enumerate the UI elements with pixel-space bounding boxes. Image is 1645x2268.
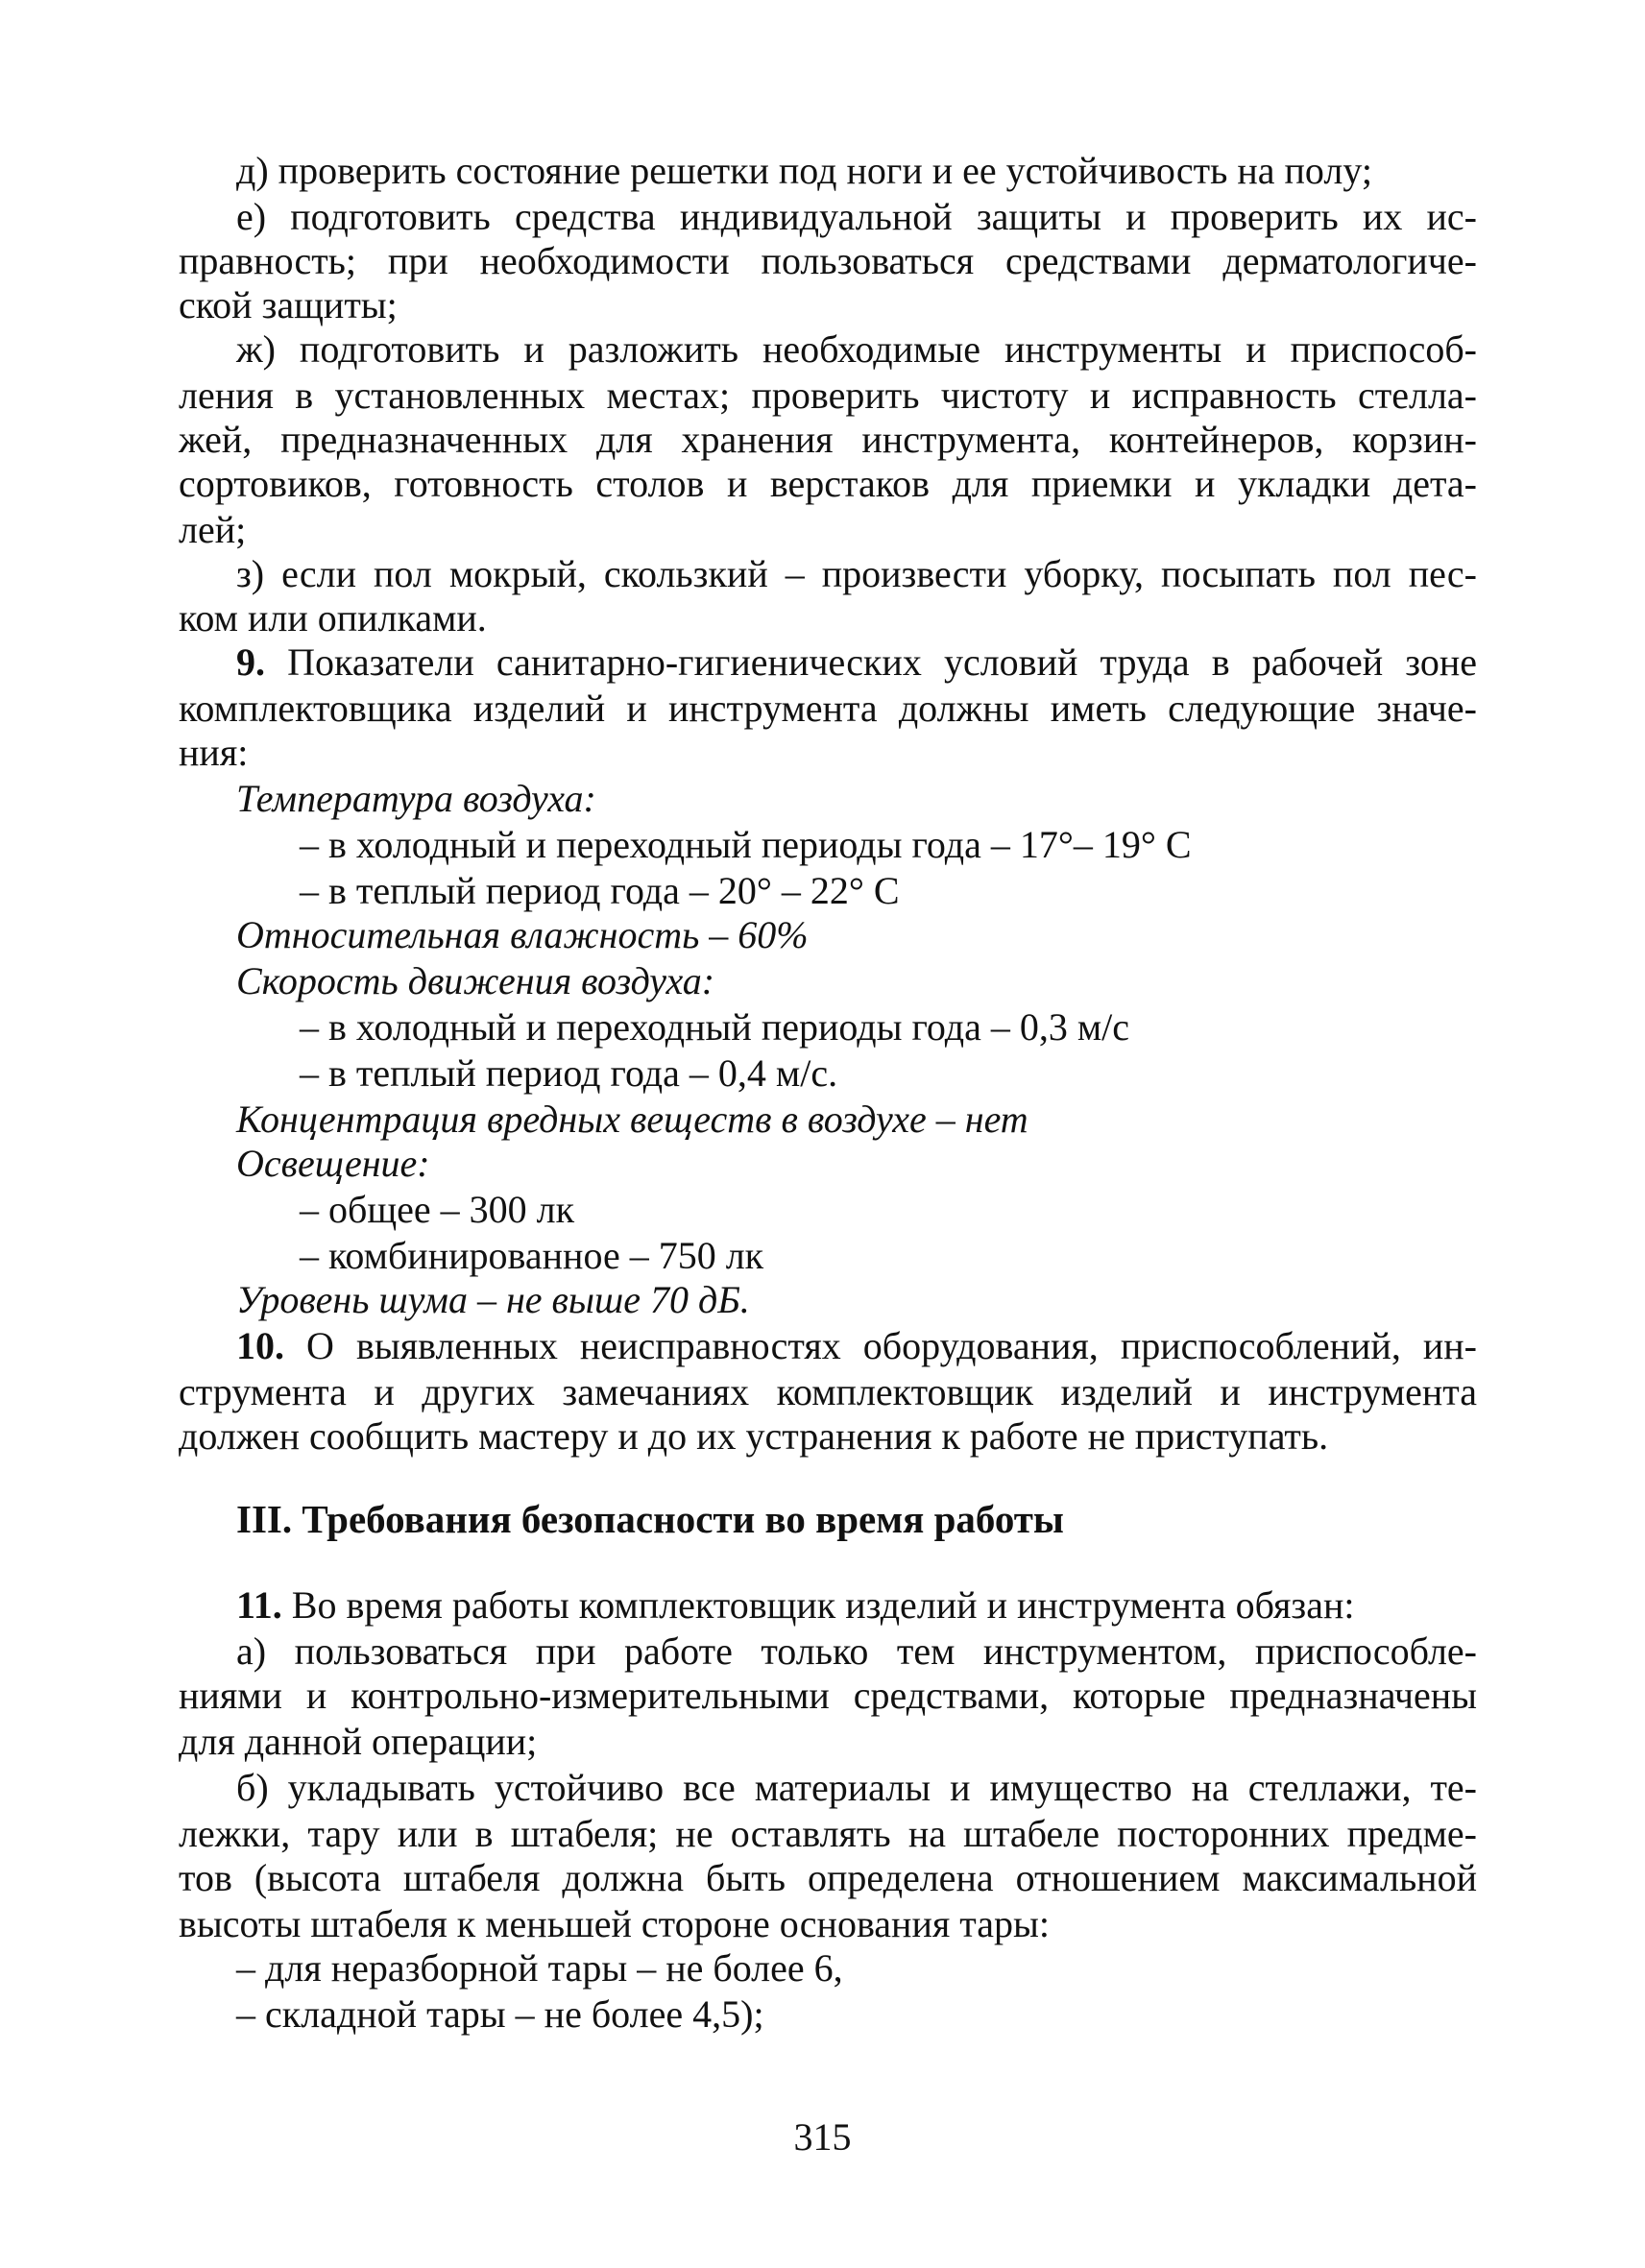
text-run: О выявленных неисправностях оборудования, приспособлений, ин- (284, 1324, 1477, 1367)
text-line: комплектовщика изделий и инструмента должны иметь следующие значе- (179, 687, 1477, 730)
section-heading: III. Требования безопасности во время работы (236, 1497, 1064, 1541)
text-line: е) подготовить средства индивидуальной защиты и проверить их ис- (236, 195, 1477, 238)
text-line: б) укладывать устойчиво все материалы и имущество на стеллажи, те- (236, 1766, 1477, 1809)
text-run: Во время работы комплектовщик изделий и инструмента обязан: (281, 1583, 1355, 1627)
text-line: сортовиков, готовность столов и верстаков для приемки и укладки дета- (179, 462, 1477, 505)
section-label: Концентрация вредных веществ в воздухе – нет (236, 1098, 1028, 1141)
item-number: 11. (236, 1583, 282, 1627)
section-label: Относительная влажность – 60% (236, 913, 809, 956)
text-line: д) проверить состояние решетки под ноги и ее устойчивость на полу; (236, 149, 1372, 192)
list-item: – в холодный и переходный периоды года – 0,3 м/с (300, 1005, 1130, 1049)
list-item: – общее – 300 лк (300, 1188, 575, 1231)
text-line: для данной операции; (179, 1720, 538, 1763)
text-line: должен сообщить мастеру и до их устранения к работе не приступать. (179, 1414, 1329, 1458)
list-item: – комбинированное – 750 лк (300, 1234, 764, 1277)
text-line: ской защиты; (179, 283, 398, 326)
text-line: лей; (179, 508, 247, 551)
text-line: ниями и контрольно-измерительными средствами, которые предназначены (179, 1674, 1477, 1717)
list-item: – в теплый период года – 0,4 м/с. (300, 1051, 838, 1095)
text-line: правность; при необходимости пользоваться средствами дерматологиче- (179, 239, 1477, 282)
item-number: 10. (236, 1324, 284, 1367)
text-line: з) если пол мокрый, скользкий – произвести уборку, посыпать пол пес- (236, 552, 1477, 595)
section-label: Освещение: (236, 1142, 430, 1185)
list-item: – для неразборной тары – не более 6, (236, 1946, 843, 1990)
text-line: ния: (179, 731, 249, 774)
paragraph-9-first-line (236, 641, 1477, 684)
text-line: ж) подготовить и разложить необходимые инструменты и приспособ- (236, 327, 1477, 371)
text-line: а) пользоваться при работе только тем инструментом, приспособле- (236, 1629, 1477, 1673)
list-item: – в холодный и переходный периоды года – 17°– 19° С (300, 823, 1192, 866)
text-run: Показатели санитарно-гигиенических условий труда в рабочей зоне (265, 640, 1477, 684)
section-label: Уровень шума – не выше 70 дБ. (236, 1278, 750, 1321)
text-line: высоты штабеля к меньшей стороне основания тары: (179, 1902, 1050, 1945)
text-line: жей, предназначенных для хранения инструмента, контейнеров, корзин- (179, 418, 1477, 461)
text-line: струмента и других замечаниях комплектовщик изделий и инструмента (179, 1370, 1477, 1413)
page-number: 315 (793, 2115, 852, 2159)
text-line: ления в установленных местах; проверить чистоту и исправность стелла- (179, 374, 1477, 417)
item-number: 9. (236, 640, 265, 684)
text-line: тов (высота штабеля должна быть определена отношением максимальной (179, 1856, 1477, 1899)
list-item: – складной тары – не более 4,5); (236, 1992, 764, 2036)
section-label: Температура воздуха: (236, 777, 596, 820)
paragraph-11-first-line (236, 1584, 1477, 1627)
text-line: ком или опилками. (179, 596, 487, 639)
text-line: лежки, тару или в штабеля; не оставлять на штабеле посторонних предме- (179, 1812, 1477, 1855)
paragraph-10-first-line (236, 1325, 1477, 1367)
list-item: – в теплый период года – 20° – 22° С (300, 869, 900, 912)
section-label: Скорость движения воздуха: (236, 959, 715, 1002)
